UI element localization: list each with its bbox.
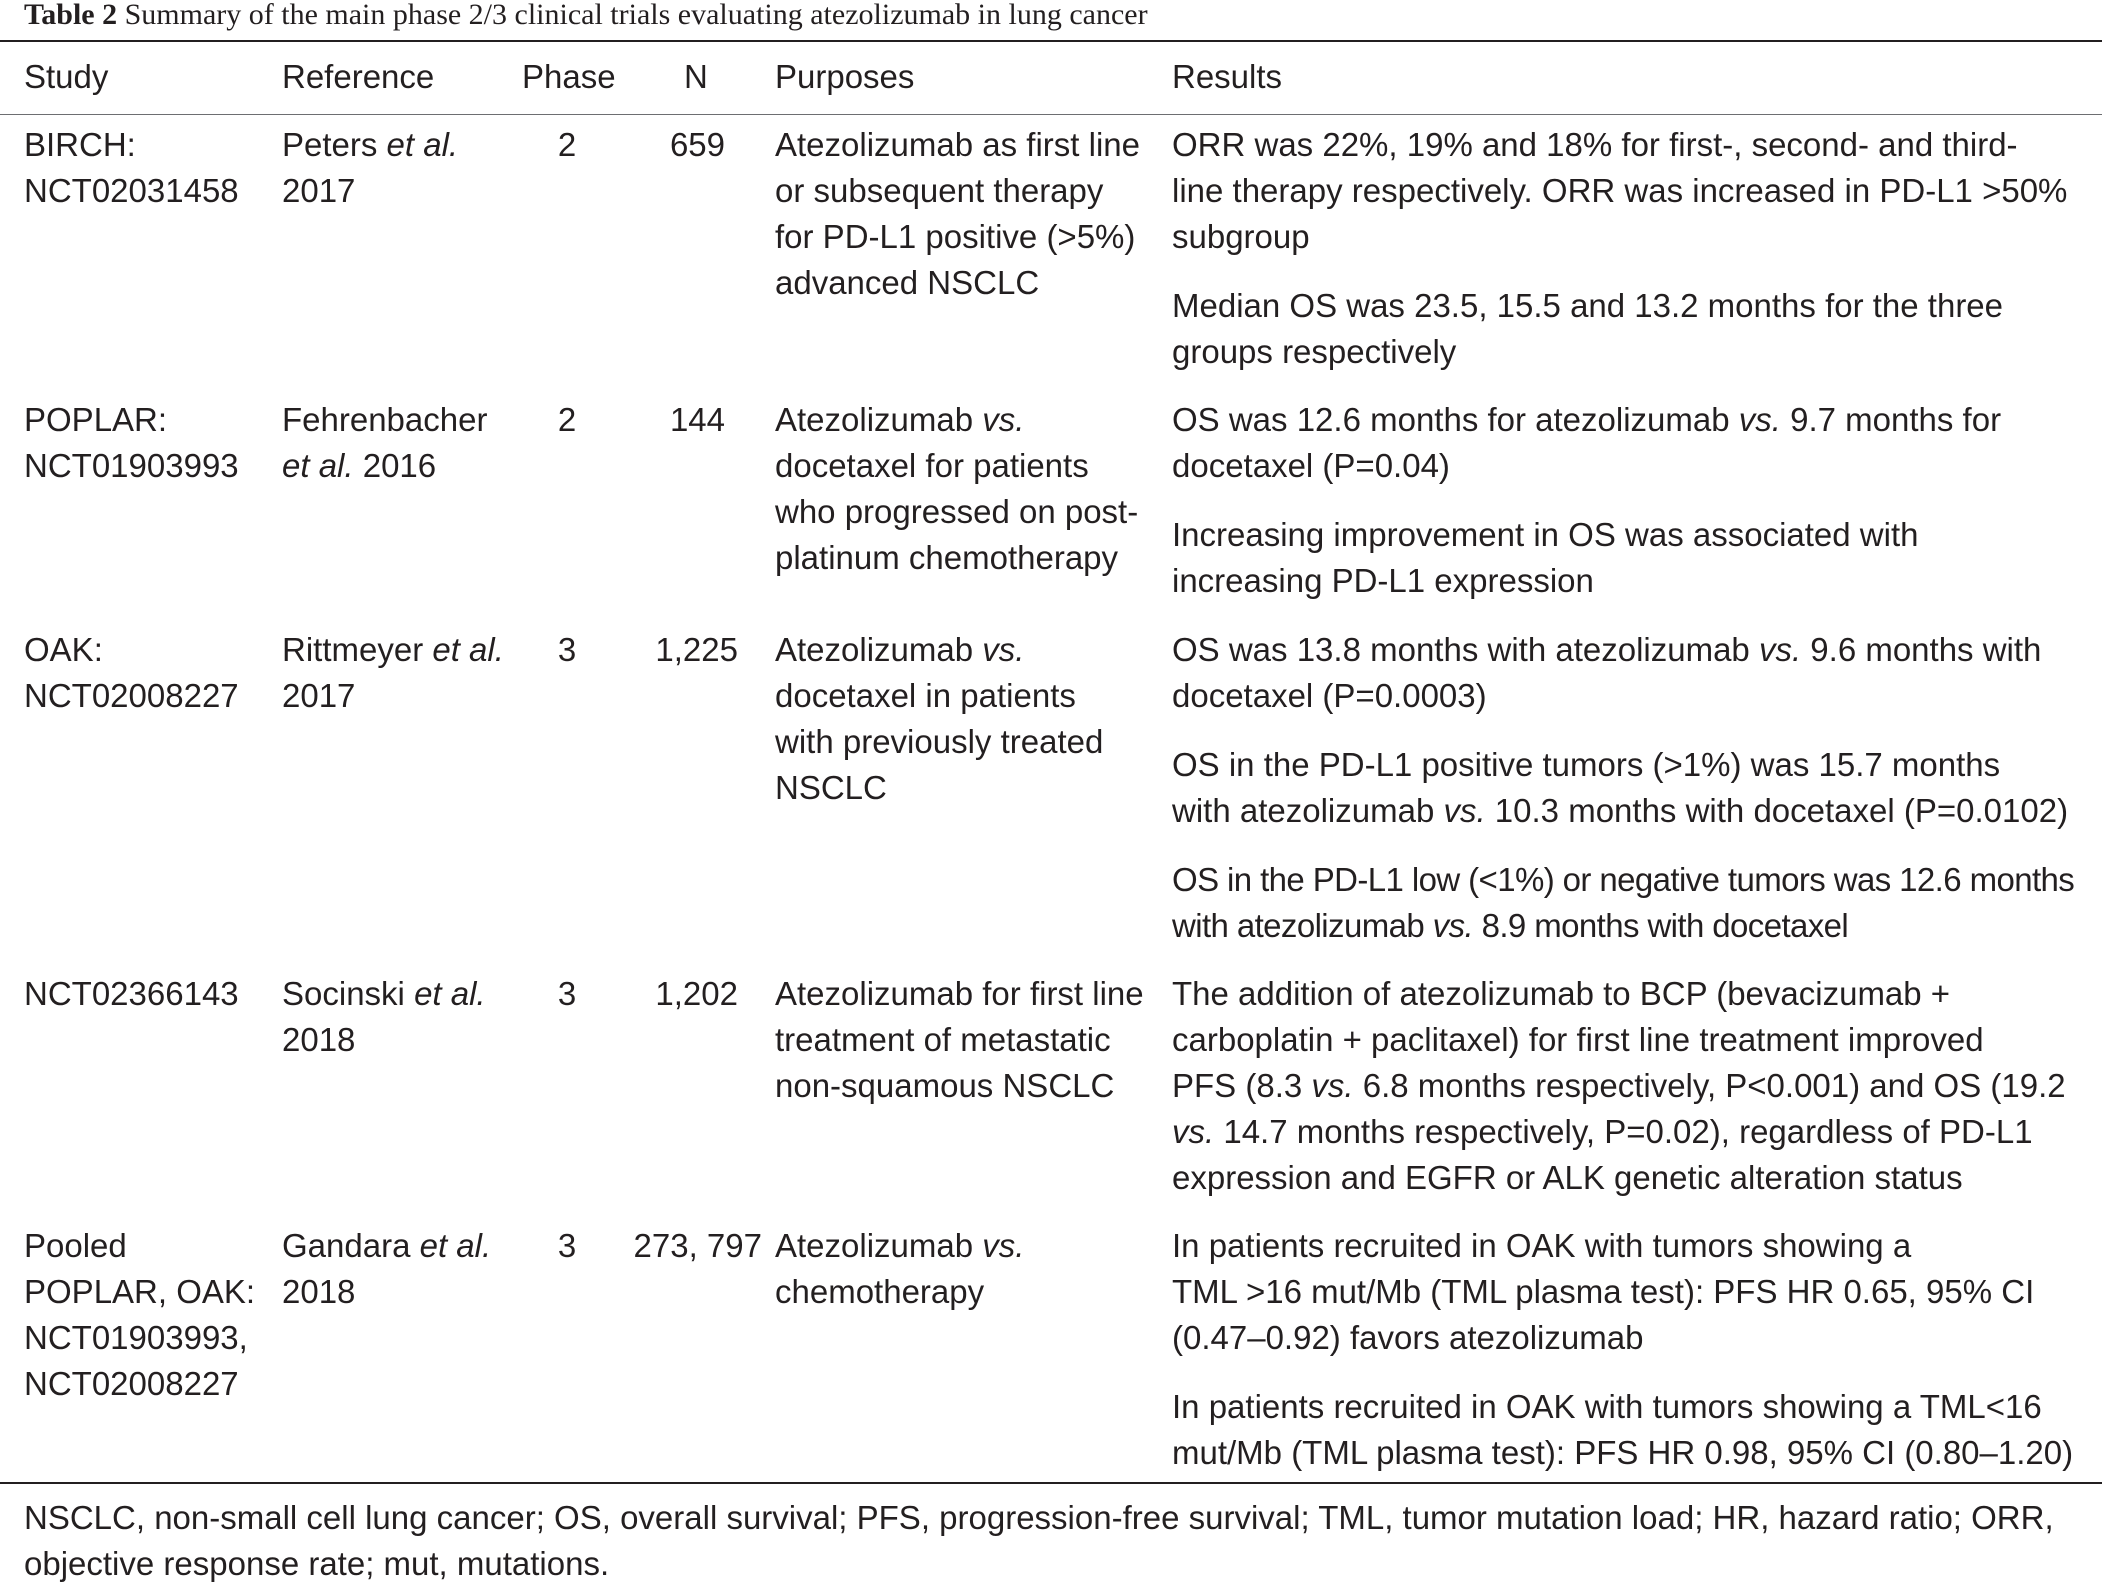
reference-line: Socinski et al. <box>282 975 486 1012</box>
result-line: (0.47–0.92) favors atezolizumab <box>1172 1319 1644 1356</box>
header-rule <box>0 114 2102 115</box>
row-nct02366143-study <box>24 971 239 1017</box>
result-line: In patients recruited in OAK with tumors showing a <box>1172 1227 1912 1264</box>
row-poplar-result-2 <box>1172 512 1919 604</box>
purpose-line: platinum chemotherapy <box>775 539 1119 576</box>
row-birch-result-1 <box>1172 122 2067 260</box>
row-oak-result-2 <box>1172 742 2068 834</box>
result-line: line therapy respectively. ORR was increased in PD-L1 >50% <box>1172 172 2068 209</box>
study-line: BIRCH: <box>24 126 136 163</box>
purpose-line: who progressed on post- <box>775 493 1139 530</box>
result-line: OS was 12.6 months for atezolizumab vs. 9.7 months for <box>1172 401 2002 438</box>
reference-line: Gandara et al. <box>282 1227 492 1264</box>
study-line: NCT02366143 <box>24 975 239 1012</box>
table-caption-label: Table 2 <box>24 0 118 31</box>
table-caption-text: Summary of the main phase 2/3 clinical trials evaluating atezolizumab in lung cancer <box>117 0 1148 31</box>
reference-line: 2017 <box>282 677 356 714</box>
row-poplar-reference <box>282 397 487 489</box>
result-line: docetaxel (P=0.0003) <box>1172 677 1487 714</box>
study-line: POPLAR, OAK: <box>24 1273 256 1310</box>
reference-line: 2017 <box>282 172 356 209</box>
result-line: mut/Mb (TML plasma test): PFS HR 0.98, 95% CI (0.80–1.20) <box>1172 1434 2074 1471</box>
table-caption <box>24 0 1148 30</box>
purpose-line: with previously treated <box>775 723 1104 760</box>
result-line: subgroup <box>1172 218 1310 255</box>
row-nct02366143-n: 1,202 <box>655 975 738 1012</box>
row-oak-result-1 <box>1172 627 2041 719</box>
reference-line: 2018 <box>282 1273 356 1310</box>
versus-abbreviation: vs. <box>982 1227 1025 1264</box>
purpose-line: Atezolizumab vs. <box>775 1227 1025 1264</box>
footnote-line: NSCLC, non-small cell lung cancer; OS, overall survival; PFS, progression-free survival; TML, tumor mutation load; HR, hazard ratio; ORR, <box>24 1499 2054 1536</box>
row-oak-phase: 3 <box>557 631 577 668</box>
header-reference: Reference <box>282 58 435 95</box>
row-birch-result-2 <box>1172 283 2003 375</box>
row-poplar-result-1 <box>1172 397 2001 489</box>
study-line: NCT01903993, <box>24 1319 248 1356</box>
row-poplar-n: 144 <box>669 401 725 438</box>
row-pooled-purposes <box>775 1223 1024 1315</box>
result-line: docetaxel (P=0.04) <box>1172 447 1450 484</box>
result-line: OS in the PD-L1 low (<1%) or negative tumors was 12.6 months <box>1172 861 2075 898</box>
study-line: NCT02008227 <box>24 1365 239 1402</box>
result-line: OS in the PD-L1 positive tumors (>1%) was 15.7 months <box>1172 746 2001 783</box>
result-line: carboplatin + paclitaxel) for first line treatment improved <box>1172 1021 1984 1058</box>
header-n: N <box>684 58 708 95</box>
row-oak-n: 1,225 <box>655 631 738 668</box>
purpose-line: or subsequent therapy <box>775 172 1104 209</box>
result-line: with atezolizumab vs. 8.9 months with docetaxel <box>1172 907 1849 944</box>
study-line: Pooled <box>24 1227 127 1264</box>
row-pooled-n: 273, 797 <box>633 1227 762 1264</box>
study-line: OAK: <box>24 631 103 668</box>
purpose-line: docetaxel in patients <box>775 677 1076 714</box>
versus-abbreviation: vs. <box>1738 401 1781 438</box>
purpose-line: advanced NSCLC <box>775 264 1040 301</box>
row-pooled-result-2 <box>1172 1384 2073 1476</box>
table-top-rule <box>0 40 2102 42</box>
versus-abbreviation: vs. <box>1432 907 1474 944</box>
purpose-line: treatment of metastatic <box>775 1021 1111 1058</box>
purpose-line: Atezolizumab for first line <box>775 975 1144 1012</box>
row-nct02366143-phase: 3 <box>557 975 577 1012</box>
study-line: POPLAR: <box>24 401 168 438</box>
result-line: OS was 13.8 months with atezolizumab vs. 9.6 months with <box>1172 631 2042 668</box>
purpose-line: for PD-L1 positive (>5%) <box>775 218 1136 255</box>
row-birch-purposes <box>775 122 1140 306</box>
header-results: Results <box>1172 58 1283 95</box>
result-line: PFS (8.3 vs. 6.8 months respectively, P<0.001) and OS (19.2 <box>1172 1067 2066 1104</box>
study-line: NCT02008227 <box>24 677 239 714</box>
row-poplar-study <box>24 397 239 489</box>
result-line: Median OS was 23.5, 15.5 and 13.2 months for the three <box>1172 287 2004 324</box>
row-nct02366143-reference <box>282 971 486 1063</box>
row-oak-result-3 <box>1172 857 2074 949</box>
versus-abbreviation: vs. <box>1443 792 1486 829</box>
purpose-line: non-squamous NSCLC <box>775 1067 1115 1104</box>
purpose-line: Atezolizumab vs. <box>775 401 1025 438</box>
result-line: TML >16 mut/Mb (TML plasma test): PFS HR 0.65, 95% CI <box>1172 1273 2035 1310</box>
row-oak-reference <box>282 627 504 719</box>
reference-line: Peters et al. <box>282 126 459 163</box>
versus-abbreviation: vs. <box>1758 631 1802 668</box>
result-line: expression and EGFR or ALK genetic alteration status <box>1172 1159 1963 1196</box>
versus-abbreviation: vs. <box>1311 1067 1354 1104</box>
versus-abbreviation: vs. <box>982 401 1025 438</box>
purpose-line: docetaxel for patients <box>775 447 1089 484</box>
result-line: In patients recruited in OAK with tumors showing a TML<16 <box>1172 1388 2042 1425</box>
result-line: Increasing improvement in OS was associated with <box>1172 516 1919 553</box>
row-pooled-study <box>24 1223 255 1407</box>
row-pooled-reference <box>282 1223 491 1315</box>
header-study: Study <box>24 58 109 95</box>
row-pooled-phase: 3 <box>557 1227 577 1264</box>
reference-line: et al. 2016 <box>282 447 437 484</box>
purpose-line: chemotherapy <box>775 1273 985 1310</box>
row-birch-reference <box>282 122 458 214</box>
row-poplar-purposes <box>775 397 1138 581</box>
versus-abbreviation: vs. <box>982 631 1025 668</box>
row-birch-phase: 2 <box>557 126 577 163</box>
purpose-line: Atezolizumab vs. <box>775 631 1025 668</box>
row-pooled-result-1 <box>1172 1223 2034 1361</box>
header-phase: Phase <box>522 58 616 95</box>
result-line: groups respectively <box>1172 333 1457 370</box>
header-purposes: Purposes <box>775 58 915 95</box>
result-line: vs. 14.7 months respectively, P=0.02), regardless of PD-L1 <box>1172 1113 2033 1150</box>
purpose-line: NSCLC <box>775 769 887 806</box>
result-line: ORR was 22%, 19% and 18% for first-, second- and third- <box>1172 126 2018 163</box>
row-nct02366143-purposes <box>775 971 1144 1109</box>
result-line: with atezolizumab vs. 10.3 months with docetaxel (P=0.0102) <box>1172 792 2069 829</box>
purpose-line: Atezolizumab as first line <box>775 126 1140 163</box>
table-footnote <box>24 1495 2054 1587</box>
row-oak-purposes <box>775 627 1103 811</box>
reference-line: 2018 <box>282 1021 356 1058</box>
reference-line: Fehrenbacher <box>282 401 488 438</box>
versus-abbreviation: vs. <box>1172 1113 1215 1150</box>
row-birch-n: 659 <box>669 126 725 163</box>
result-line: The addition of atezolizumab to BCP (bevacizumab + <box>1172 975 1951 1012</box>
reference-line: Rittmeyer et al. <box>282 631 504 668</box>
result-line: increasing PD-L1 expression <box>1172 562 1594 599</box>
row-oak-study <box>24 627 239 719</box>
study-line: NCT01903993 <box>24 447 239 484</box>
row-birch-study <box>24 122 239 214</box>
table-bottom-rule <box>0 1482 2102 1484</box>
row-poplar-phase: 2 <box>557 401 577 438</box>
study-line: NCT02031458 <box>24 172 239 209</box>
row-nct02366143-result-1 <box>1172 971 2066 1201</box>
footnote-line: objective response rate; mut, mutations. <box>24 1545 610 1582</box>
